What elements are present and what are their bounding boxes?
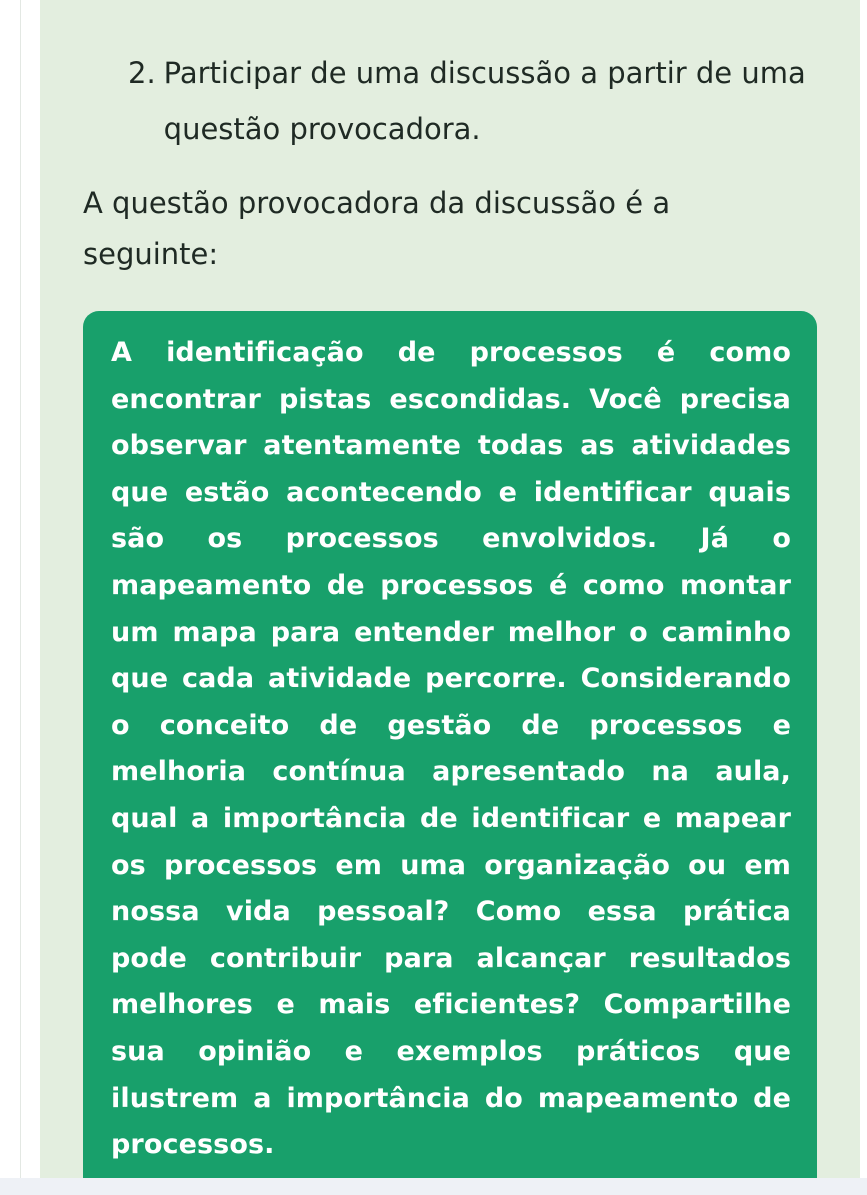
step-text: Participar de uma discussão a partir de uma questão provocadora. <box>163 56 806 146</box>
bottom-scroll-strip <box>0 1178 867 1195</box>
step-item-2 <box>128 45 808 157</box>
provocative-question-box <box>83 311 817 1191</box>
provocative-question-text: A identificação de processos é como encontrar pistas escondidas. Você precisa observar atentamente todas as atividades que estão acontecendo e identificar quais são os processos envolvidos. Já o mapeamento de processos é como montar um mapa para entender melhor o caminho que cada atividade percorre. Considerando o conceito de gestão de processos e melhoria contínua apresentado na aula, qual a importância de identificar e mapear os processos em uma organização ou em nossa vida pessoal? Como essa prática pode contribuir para alcançar resultados melhores e mais eficientes? Compartilhe sua opinião e exemplos práticos que ilustrem a importância do mapeamento de processos. <box>111 337 791 1161</box>
intro-paragraph: A questão provocadora da discussão é a seguinte: <box>83 186 671 271</box>
right-margin <box>860 0 867 1180</box>
step-number: 2. <box>128 56 156 90</box>
left-margin <box>0 0 21 1180</box>
